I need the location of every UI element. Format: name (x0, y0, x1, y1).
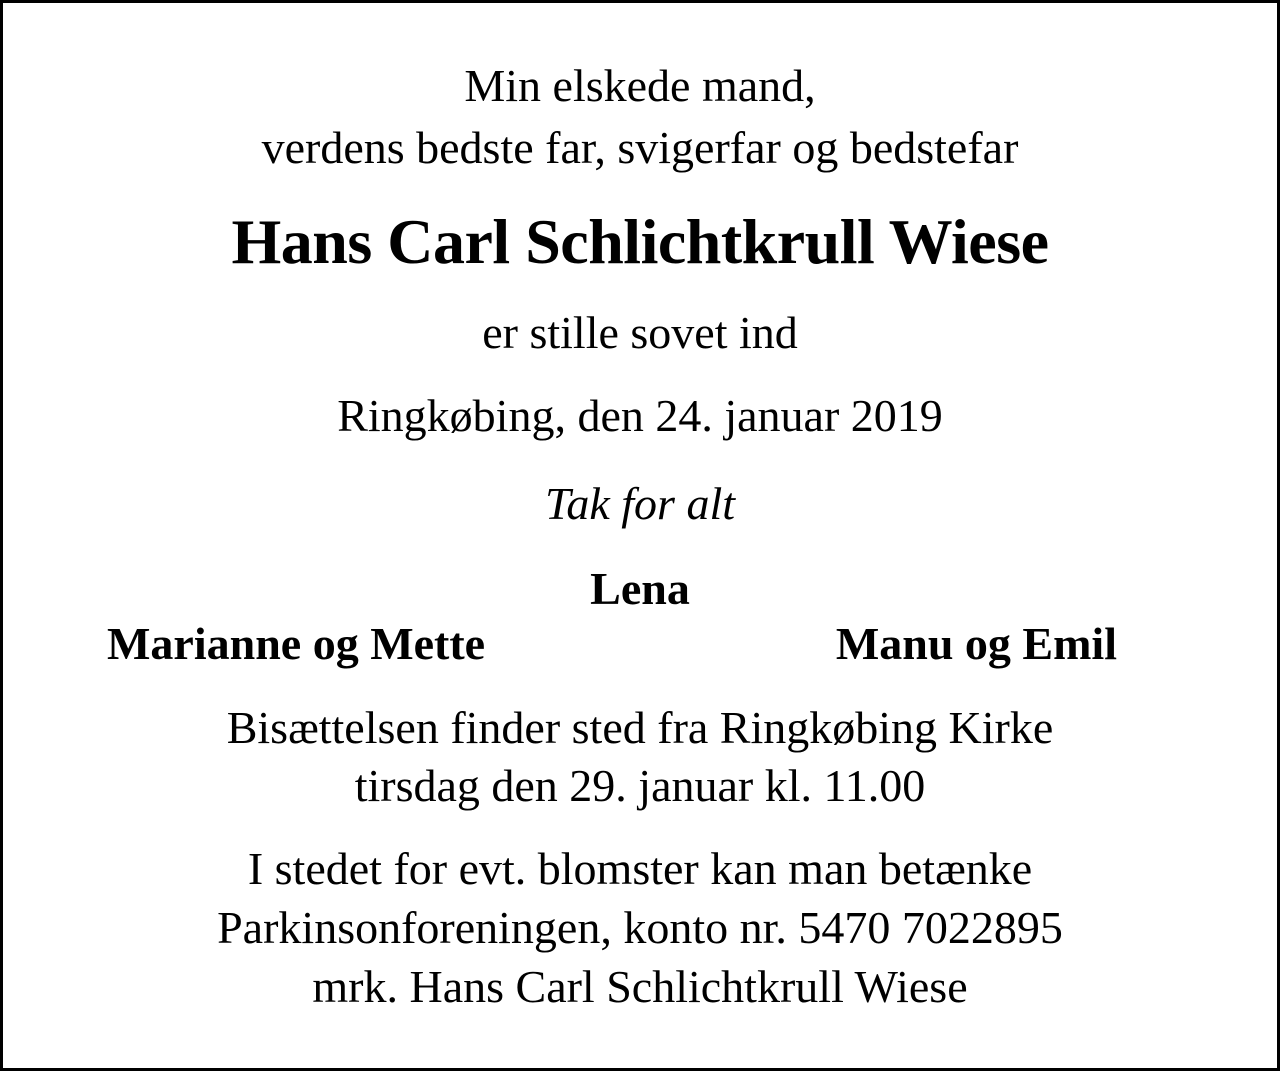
funeral-line-2: tirsdag den 29. januar kl. 11.00 (354, 760, 926, 811)
deceased-name: Hans Carl Schlichtkrull Wiese (231, 206, 1049, 277)
donation-line-3: mrk. Hans Carl Schlichtkrull Wiese (312, 961, 968, 1012)
intro-line-1: Min elskede mand, (464, 60, 816, 111)
intro-line-2: verdens bedste far, svigerfar og bedstefar (261, 122, 1019, 173)
signer-children-right: Manu og Emil (835, 618, 1117, 669)
funeral-line-1: Bisættelsen finder sted fra Ringkøbing Kirke (226, 702, 1054, 753)
donation-line-2: Parkinsonforeningen, konto nr. 5470 7022895 (217, 902, 1063, 953)
thanks-text: Tak for alt (544, 478, 736, 529)
place-date: Ringkøbing, den 24. januar 2019 (337, 390, 943, 441)
passed-text: er stille sovet ind (482, 307, 798, 358)
signer-children-left: Marianne og Mette (107, 618, 486, 669)
signer-spouse: Lena (590, 563, 690, 614)
donation-line-1: I stedet for evt. blomster kan man betænke (247, 843, 1033, 894)
